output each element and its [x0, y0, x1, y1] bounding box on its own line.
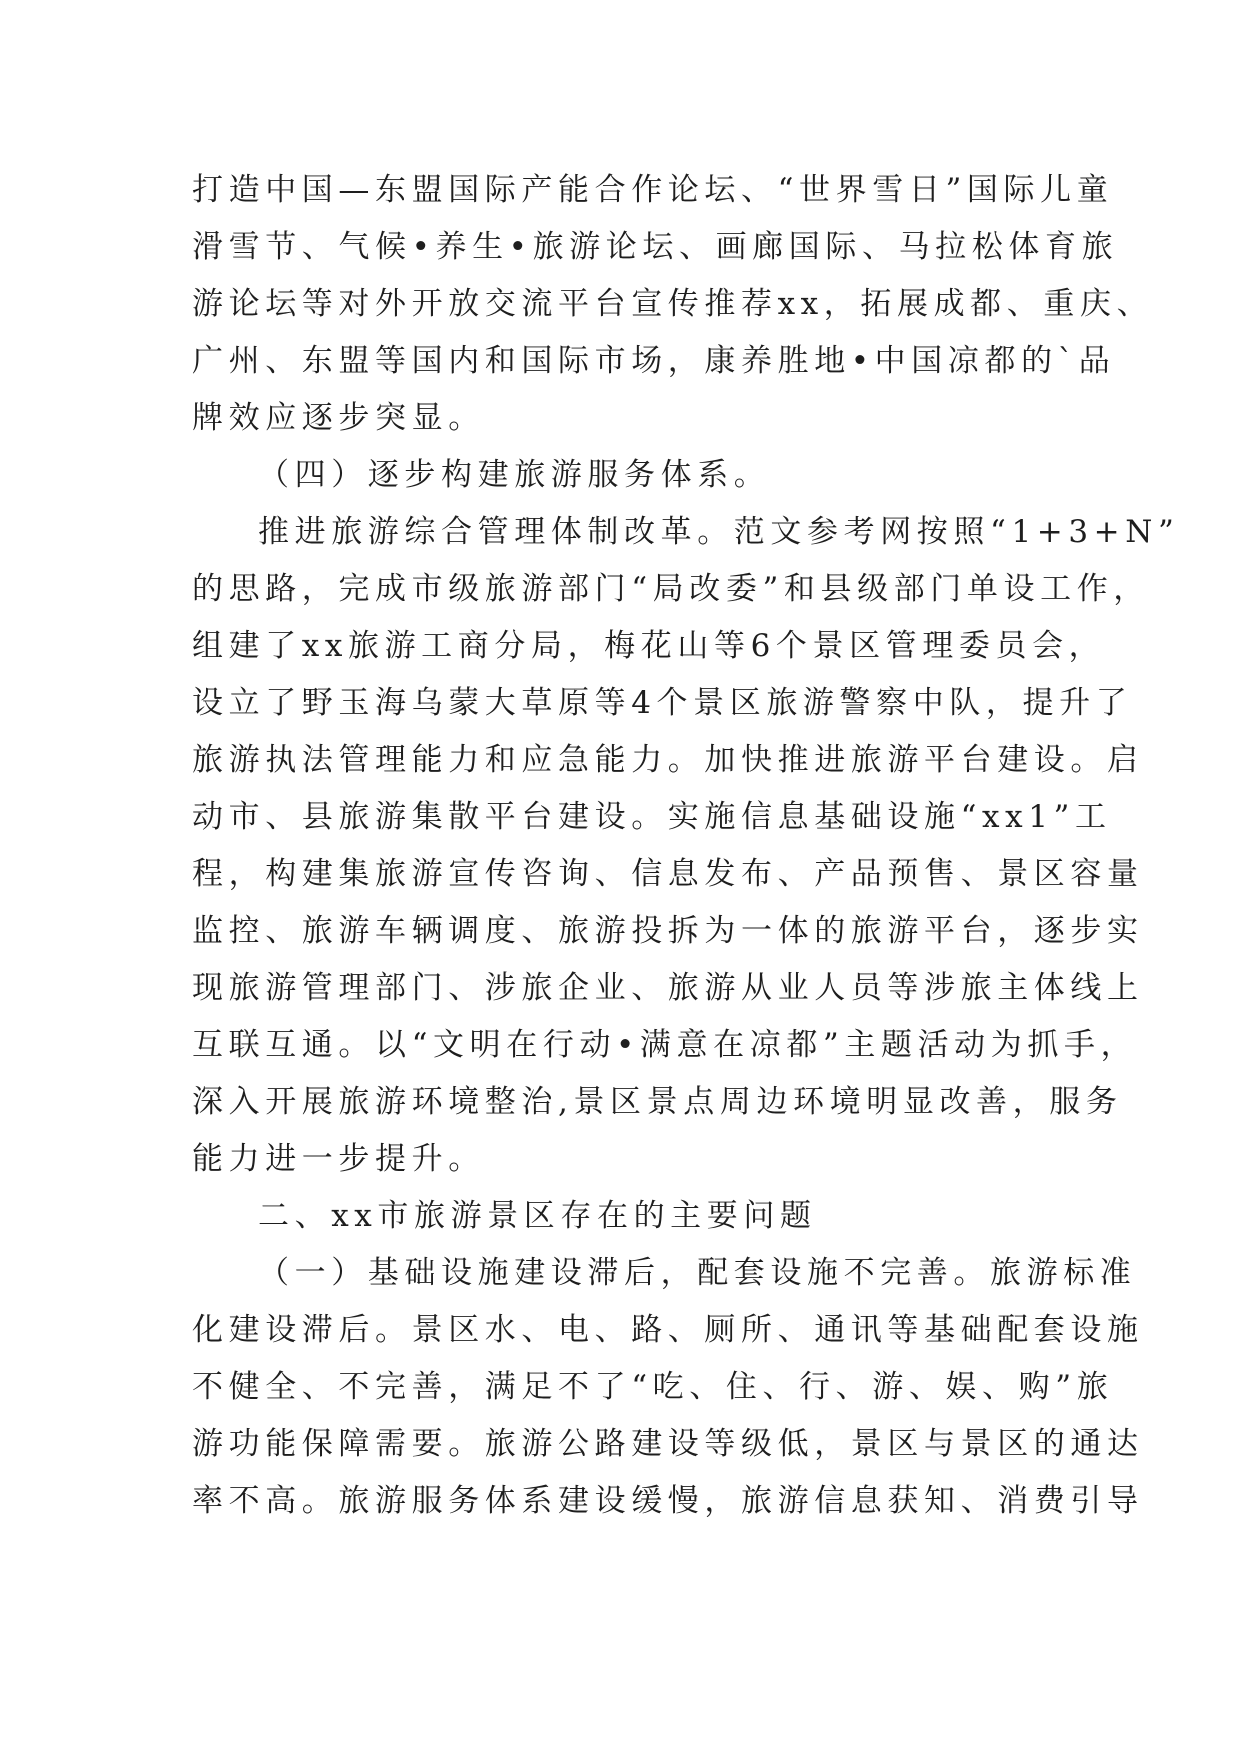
text-line: 打造中国—东盟国际产能合作论坛、“世界雪日”国际儿童 — [192, 172, 1114, 208]
text-line: 推进旅游综合管理体制改革。范文参考网按照“1+3+N” — [258, 514, 1180, 550]
text-line: 动市、县旅游集散平台建设。实施信息基础设施“xx1”工 — [192, 799, 1112, 835]
text-line: 旅游执法管理能力和应急能力。加快推进旅游平台建设。启 — [192, 742, 1144, 778]
text-line: 程，构建集旅游宣传咨询、信息发布、产品预售、景区容量 — [192, 856, 1144, 892]
text-line: 互联互通。以“文明在行动•满意在凉都”主题活动为抓手， — [192, 1027, 1138, 1063]
text-line: 率不高。旅游服务体系建设缓慢，旅游信息获知、消费引导 — [192, 1483, 1144, 1519]
text-line: 组建了xx旅游工商分局，梅花山等6个景区管理委员会， — [192, 628, 1106, 664]
text-line: 牌效应逐步突显。 — [192, 400, 485, 436]
text-line: 不健全、不完善，满足不了“吃、住、行、游、娱、购”旅 — [192, 1369, 1114, 1405]
text-line: 广州、东盟等国内和国际市场，康养胜地•中国凉都的`品 — [192, 343, 1116, 379]
text-line: 二、xx市旅游景区存在的主要问题 — [258, 1198, 817, 1234]
body-text — [192, 162, 1180, 1530]
text-line: 游功能保障需要。旅游公路建设等级低，景区与景区的通达 — [192, 1426, 1144, 1462]
text-line: 深入开展旅游环境整治,景区景点周边环境明显改善，服务 — [192, 1084, 1123, 1120]
text-line: 化建设滞后。景区水、电、路、厕所、通讯等基础配套设施 — [192, 1312, 1144, 1348]
text-line: 的思路，完成市级旅游部门“局改委”和县级部门单设工作， — [192, 571, 1150, 607]
text-line: 能力进一步提升。 — [192, 1141, 485, 1177]
text-line: （四）逐步构建旅游服务体系。 — [258, 457, 771, 493]
text-line: （一）基础设施建设滞后，配套设施不完善。旅游标准 — [258, 1255, 1137, 1291]
text-line: 设立了野玉海乌蒙大草原等4个景区旅游警察中队，提升了 — [192, 685, 1133, 721]
text-line: 现旅游管理部门、涉旅企业、旅游从业人员等涉旅主体线上 — [192, 970, 1144, 1006]
text-line: 游论坛等对外开放交流平台宣传推荐xx，拓展成都、重庆、 — [192, 286, 1154, 322]
text-line: 监控、旅游车辆调度、旅游投拆为一体的旅游平台，逐步实 — [192, 913, 1144, 949]
text-line: 滑雪节、气候•养生•旅游论坛、画廊国际、马拉松体育旅 — [192, 229, 1119, 265]
